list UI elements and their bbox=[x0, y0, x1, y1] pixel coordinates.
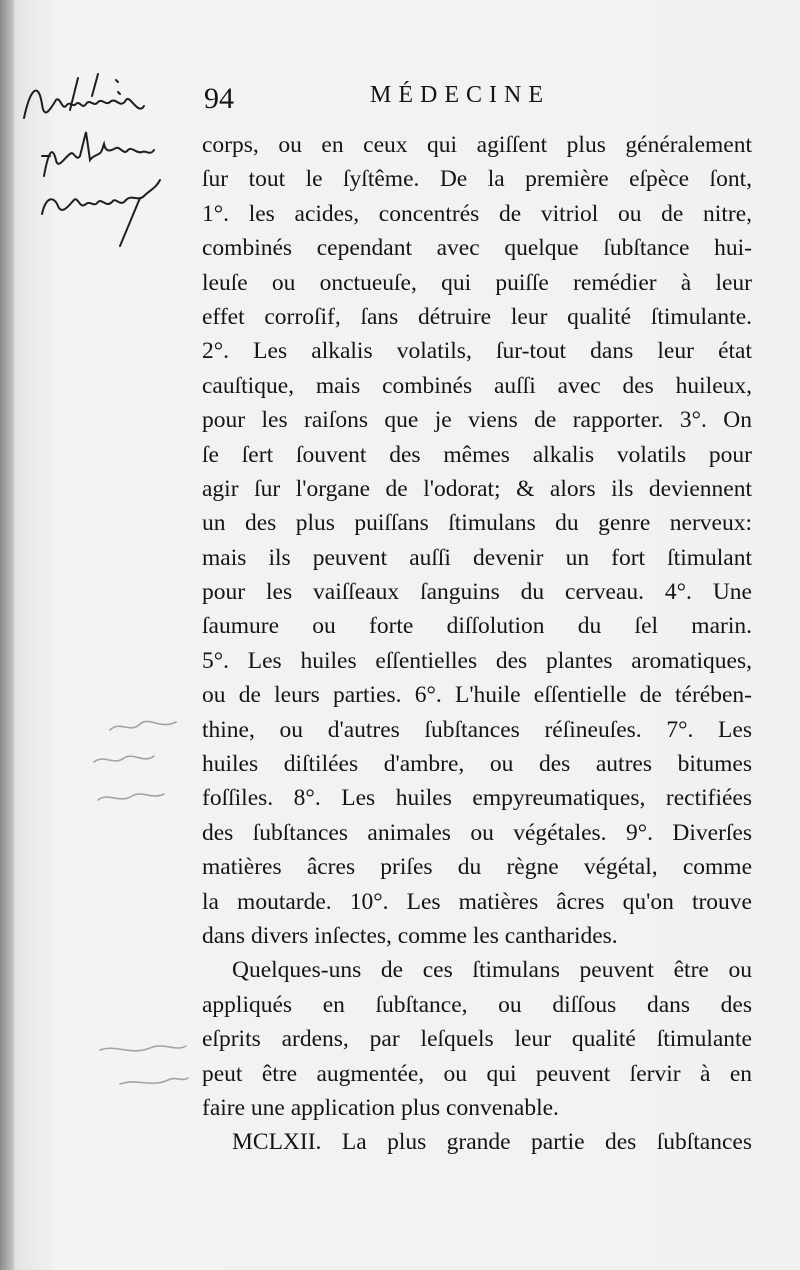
text-line: pour les raiſons que je viens de rapporter. 3°. On bbox=[202, 407, 752, 434]
page-number: 94 bbox=[204, 82, 234, 115]
section-start-line: MCLXII. La plus grande partie des ſubſtances bbox=[232, 1129, 752, 1156]
running-title: MÉDECINE bbox=[370, 82, 550, 108]
body-text bbox=[202, 128, 752, 1160]
text-line: peut être augmentée, ou qui peuvent ſervir à en bbox=[202, 1060, 752, 1087]
text-line: la moutarde. 10°. Les matières âcres qu'on trouve bbox=[202, 888, 752, 915]
text-line: combinés cependant avec quelque ſubſtance hui- bbox=[202, 235, 752, 262]
text-line: ou de leurs parties. 6°. L'huile eſſentielle de térében- bbox=[202, 682, 752, 709]
binding-edge bbox=[0, 0, 14, 1270]
running-head bbox=[200, 78, 760, 118]
text-line: effet corroſif, ſans détruire leur qualité ſtimulante. bbox=[202, 303, 752, 330]
text-line: des ſubſtances animales ou végétales. 9°. Diverſes bbox=[202, 819, 752, 846]
text-line: leuſe ou onctueuſe, qui puiſſe remédier à leur bbox=[202, 269, 752, 296]
text-line: mais ils peuvent auſſi devenir un fort ſtimulant bbox=[202, 544, 752, 571]
handwriting-image bbox=[20, 70, 180, 250]
text-line: ſur tout le ſyſtême. De la première eſpèce ſont, bbox=[202, 166, 752, 193]
text-line: faire une application plus convenable. bbox=[202, 1094, 559, 1121]
text-line: appliqués en ſubſtance, ou diſſous dans des bbox=[202, 991, 752, 1018]
text-line: pour les vaiſſeaux ſanguins du cerveau. 4°. Une bbox=[202, 579, 752, 606]
faint-marginal-marks bbox=[80, 700, 190, 810]
text-line: eſprits ardens, par leſquels leur qualité ſtimulante bbox=[202, 1026, 752, 1053]
text-line: 5°. Les huiles eſſentielles des plantes aromatiques, bbox=[202, 647, 752, 674]
text-line: un des plus puiſſans ſtimulans du genre nerveux: bbox=[202, 510, 752, 537]
handwritten-marginal-note bbox=[20, 70, 180, 250]
text-line: corps, ou en ceux qui agiſſent plus généralement bbox=[202, 132, 752, 158]
text-line: 1°. les acides, concentrés de vitriol ou de nitre, bbox=[202, 200, 752, 227]
text-line: ſe ſert ſouvent des mêmes alkalis volatils pour bbox=[202, 441, 752, 468]
text-line: thine, ou d'autres ſubſtances réſineuſes. 7°. Les bbox=[202, 716, 752, 743]
text-line: matières âcres priſes du règne végétal, comme bbox=[202, 854, 752, 881]
faint-marginal-marks-lower bbox=[60, 1000, 190, 1090]
text-line: agir ſur l'organe de l'odorat; & alors ils deviennent bbox=[202, 475, 752, 502]
text-line: cauſtique, mais combinés auſſi avec des huileux, bbox=[202, 372, 752, 399]
text-line: 2°. Les alkalis volatils, ſur-tout dans leur état bbox=[202, 338, 752, 365]
text-line: ſaumure ou forte diſſolution du ſel marin. bbox=[202, 613, 752, 640]
text-line: dans divers inſectes, comme les cantharides. bbox=[202, 922, 618, 949]
text-line: huiles diſtilées d'ambre, ou des autres bitumes bbox=[202, 751, 752, 778]
text-line: foſſiles. 8°. Les huiles empyreumatiques, rectifiées bbox=[202, 785, 752, 812]
paragraph-start-line: Quelques-uns de ces ſtimulans peuvent être ou bbox=[232, 957, 752, 984]
